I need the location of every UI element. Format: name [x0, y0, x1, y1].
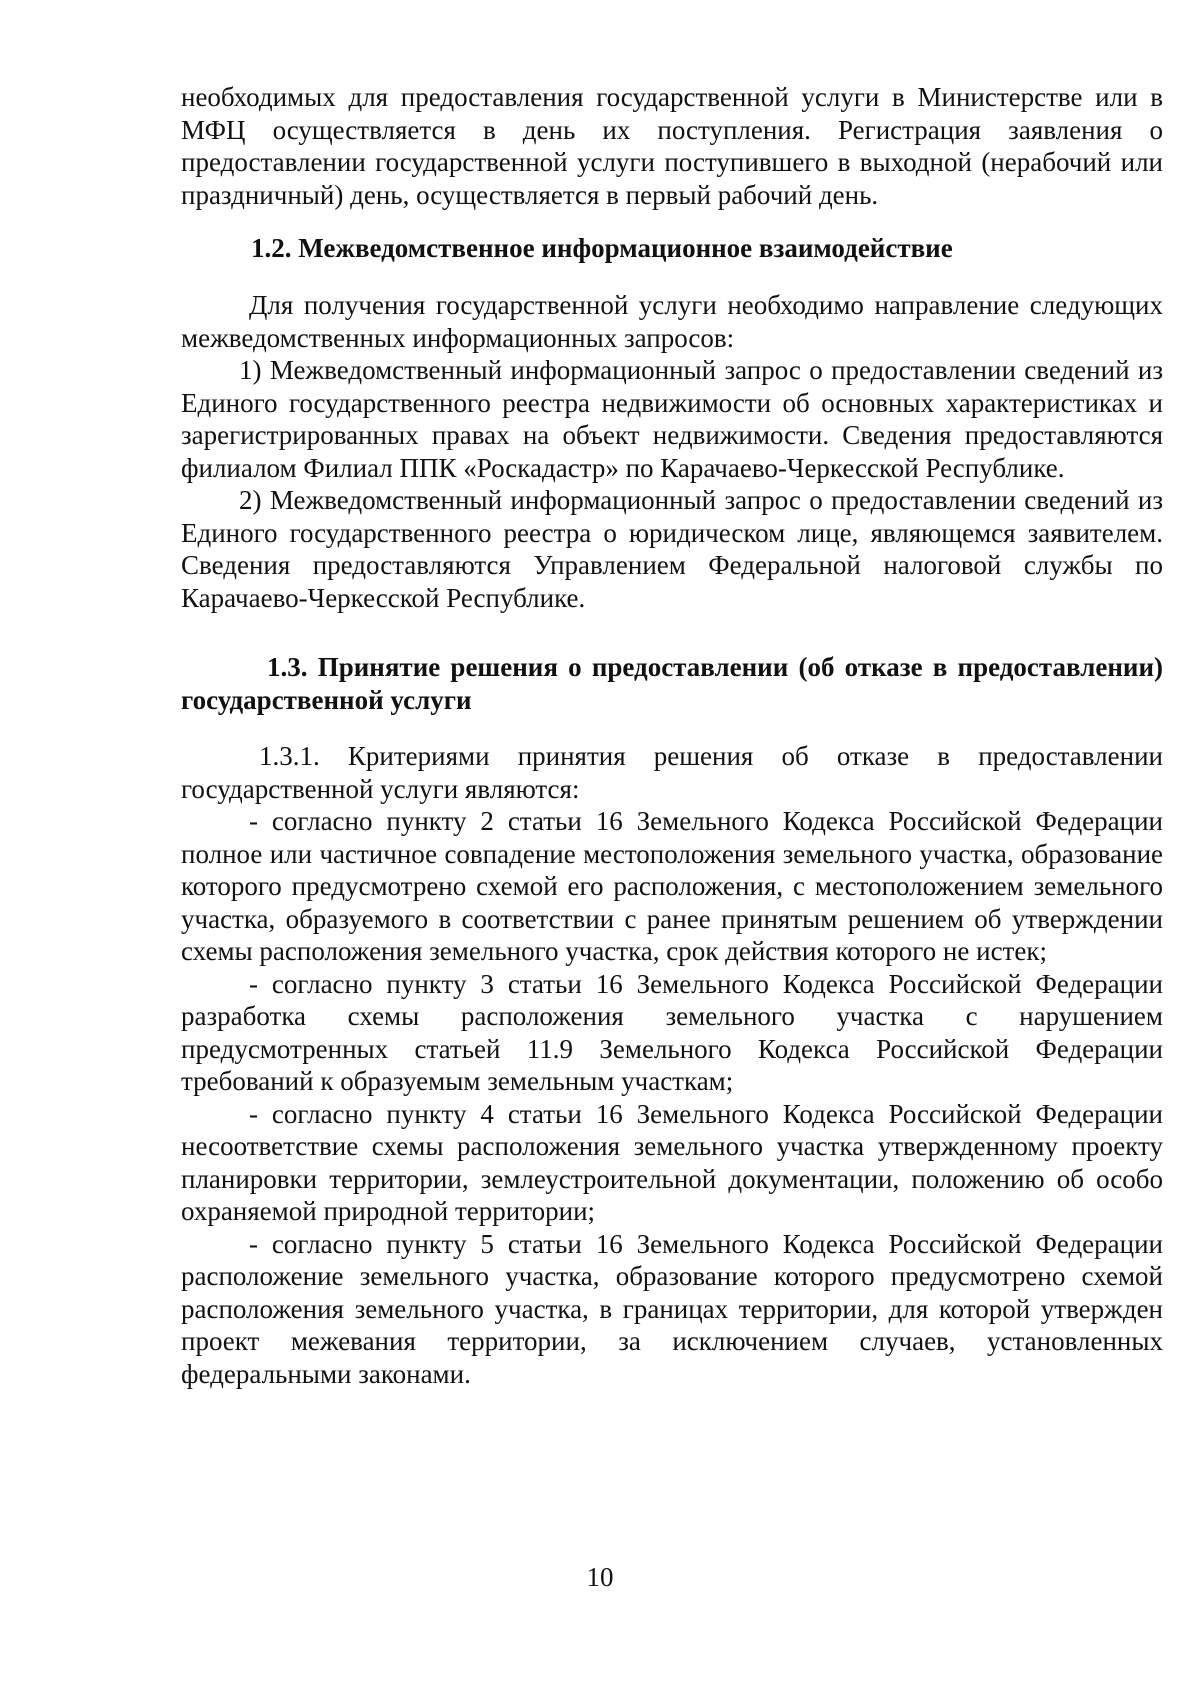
section-1-2-item-1: 1) Межведомственный информационный запрос о предоставлении сведений из Единого государственного реестра недвижимости об основных характеристиках и зарегистрированных правах на объект недвижимости. Сведения предоставляются филиалом Филиал ППК «Роскадастр» по Карачаево-Черкесской Республике. [181, 355, 1163, 483]
page-number: 10 [586, 1562, 614, 1592]
section-1-3-item-3: - согласно пункту 4 статьи 16 Земельного Кодекса Российской Федерации несоответствие схемы расположения земельного участка утвержденному проекту планировки территории, землеустроительной документации, положению об особо охраняемой природной территории; [181, 1098, 1163, 1226]
intro-block [181, 81, 1163, 211]
section-1-3-item-4: - согласно пункту 5 статьи 16 Земельного Кодекса Российской Федерации расположение земельного участка, образование которого предусмотрено схемой расположения земельного участка, в границах территории, для которой утвержден проект межевания территории, за исключением случаев, установленных федеральными законами. [181, 1228, 1163, 1389]
section-1-2-lead: Для получения государственной услуги необходимо направление следующих межведомственных информационных запросов: [181, 290, 1163, 353]
section-1-3-heading: 1.3. Принятие решения о предоставлении (об отказе в предоставлении) государственной услуги [181, 652, 1163, 715]
intro-paragraph: необходимых для предоставления государственной услуги в Министерстве или в МФЦ осуществляется в день их поступления. Регистрация заявления о предоставлении государственной услуги поступившего в выходной (нерабочий или праздничный) день, осуществляется в первый рабочий день. [181, 82, 1163, 210]
section-1-2-heading-block [181, 232, 1163, 265]
section-1-3-heading-block [181, 651, 1163, 716]
section-1-2-heading: 1.2. Межведомственное информационное взаимодействие [251, 233, 953, 263]
section-1-3-body [181, 740, 1163, 1390]
section-1-2-body [181, 289, 1163, 614]
section-1-3-item-1: - согласно пункту 2 статьи 16 Земельного Кодекса Российской Федерации полное или частичное совпадение местоположения земельного участка, образование которого предусмотрено схемой его расположения, с местоположением земельного участка, образуемого в соответствии с ранее принятым решением об утверждении схемы расположения земельного участка, срок действия которого не истек; [181, 806, 1163, 966]
section-1-2-item-2: 2) Межведомственный информационный запрос о предоставлении сведений из Единого государственного реестра о юридическом лице, являющемся заявителем. Сведения предоставляются Управлением Федеральной налоговой службы по Карачаево-Черкесской Республике. [181, 485, 1163, 613]
section-1-3-lead: 1.3.1. Критериями принятия решения об отказе в предоставлении государственной услуги являются: [181, 741, 1163, 804]
section-1-3-item-2: - согласно пункту 3 статьи 16 Земельного Кодекса Российской Федерации разработка схемы расположения земельного участка с нарушением предусмотренных статьей 11.9 Земельного Кодекса Российской Федерации требований к образуемым земельным участкам; [181, 968, 1163, 1096]
